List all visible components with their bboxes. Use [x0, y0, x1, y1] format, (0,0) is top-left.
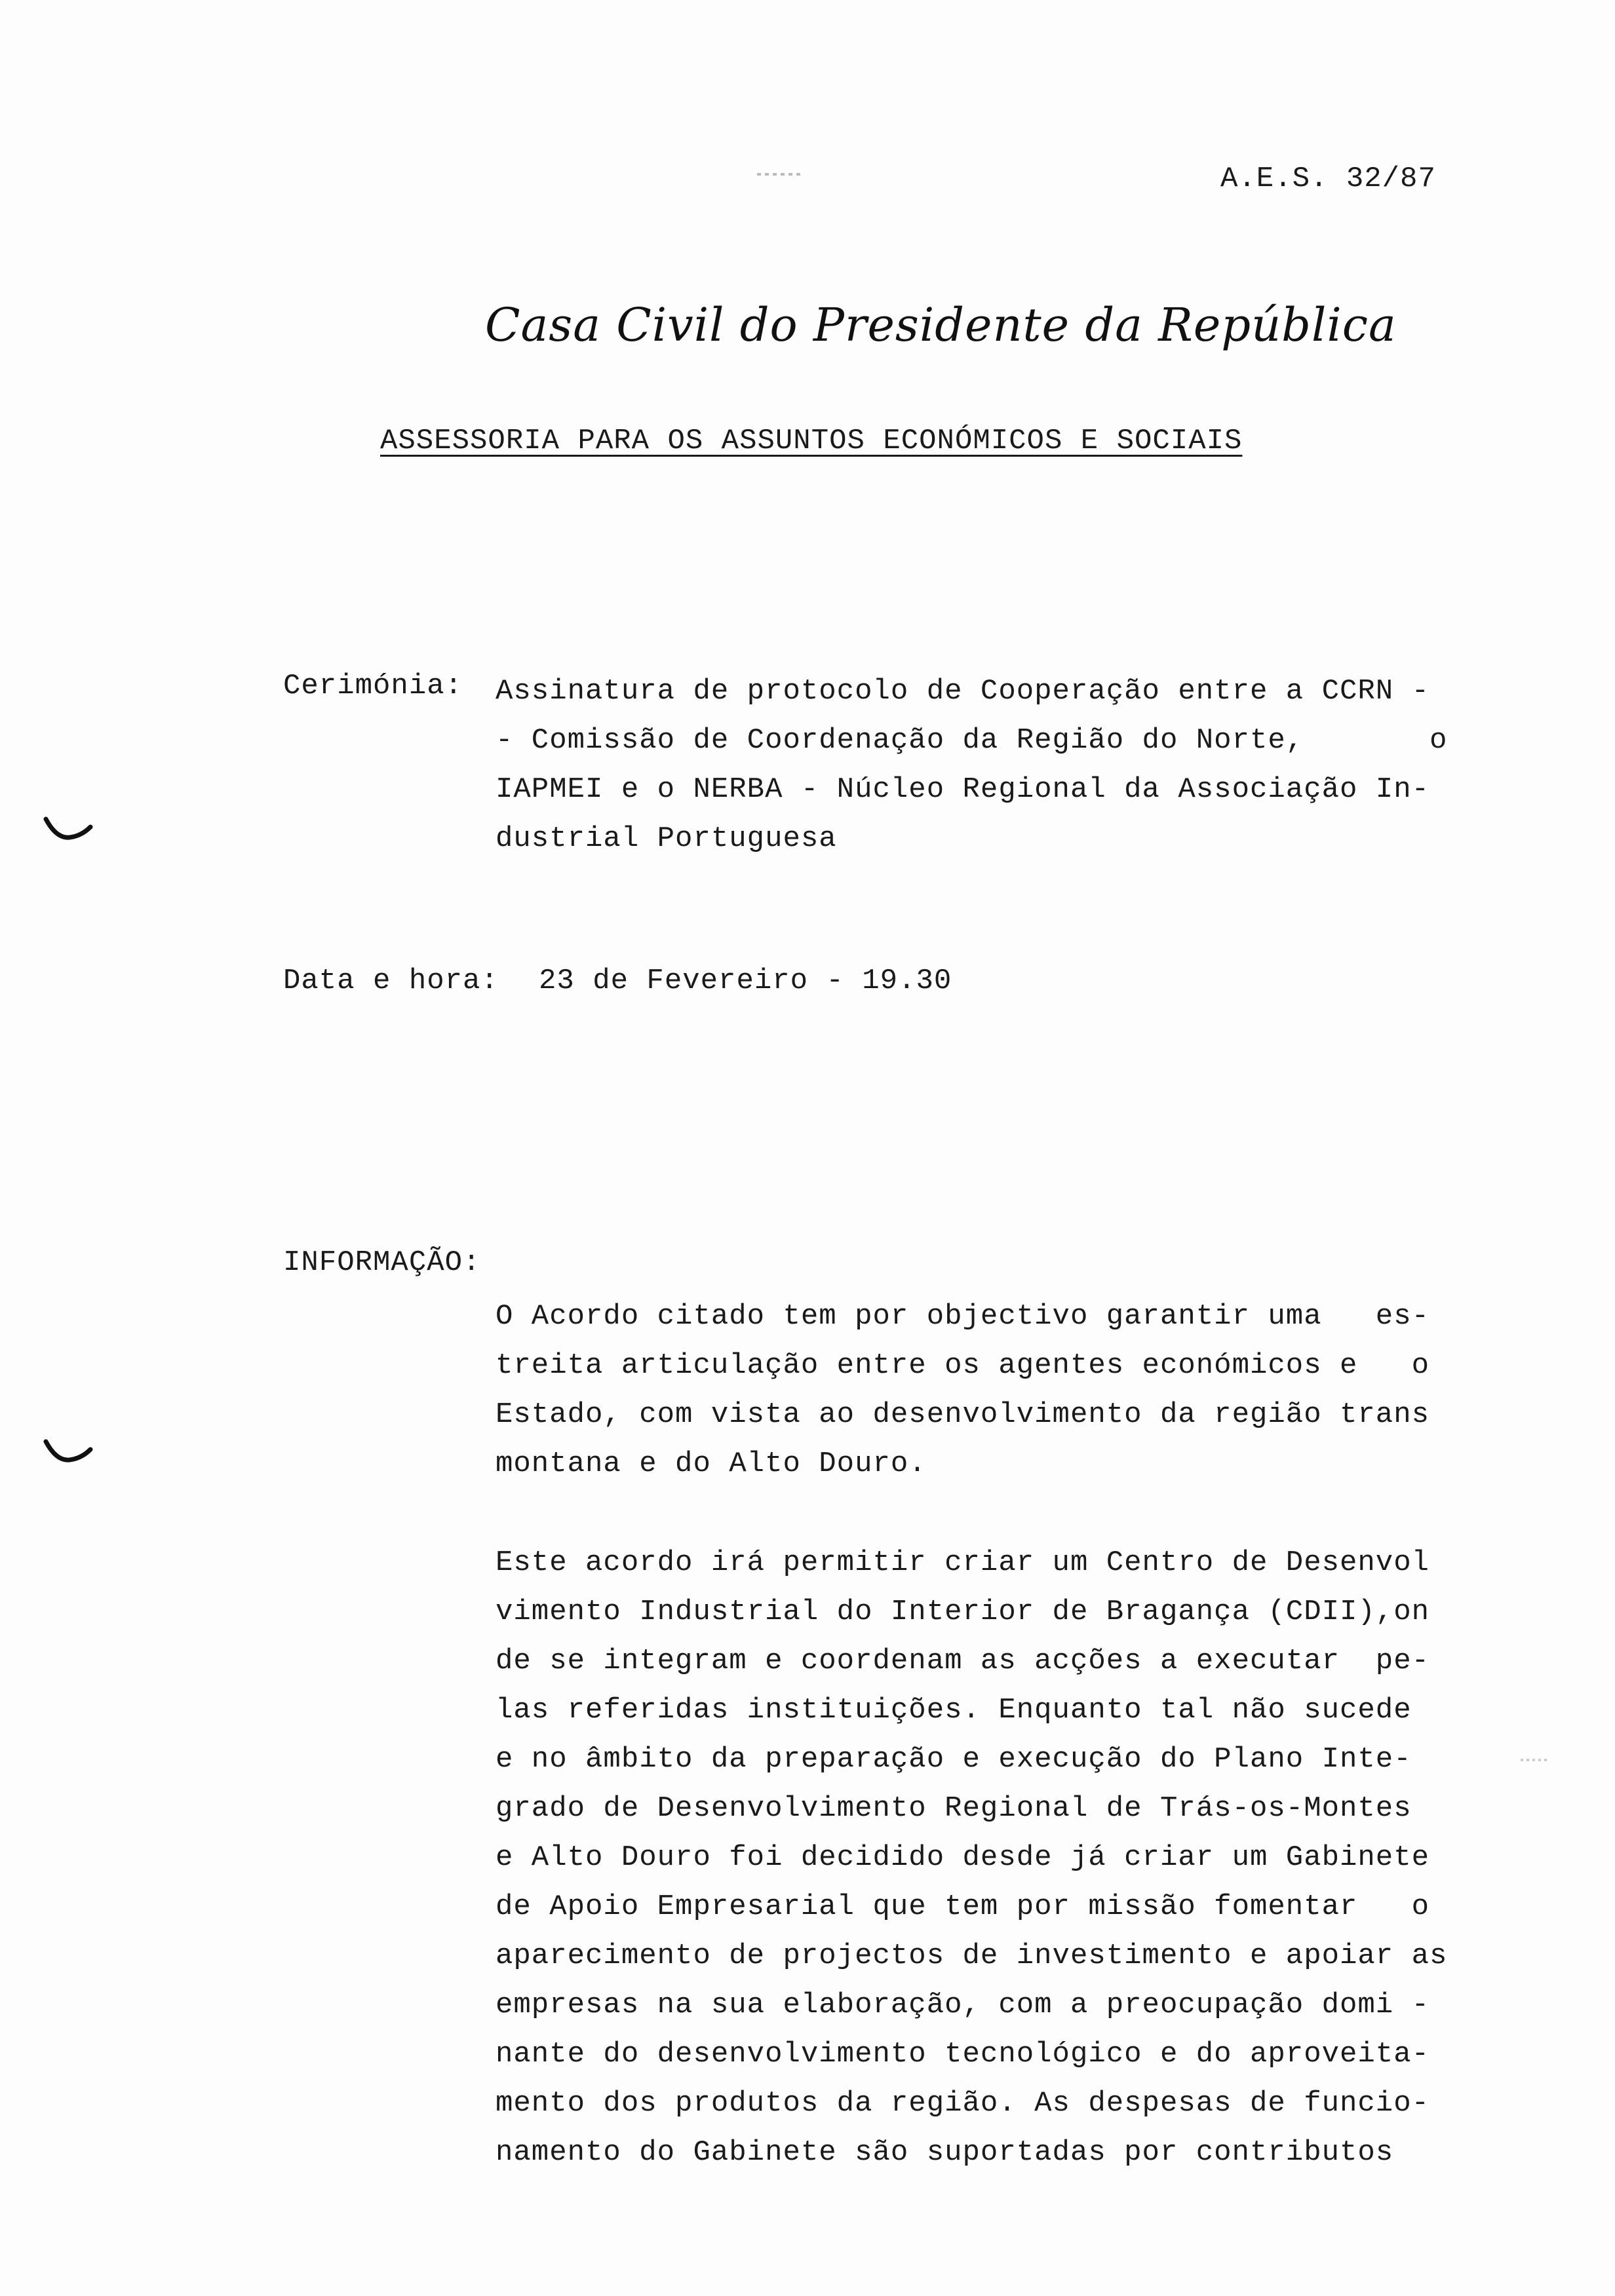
punch-mark-icon — [43, 816, 93, 843]
paragraph-line: e Alto Douro foi decidido desde já criar um Gabinete — [496, 1841, 1430, 1874]
paragraph-line: aparecimento de projectos de investimento e apoiar as — [496, 1940, 1448, 1972]
ceremony-label: Cerimónia: — [283, 670, 463, 702]
paragraph-line: mento dos produtos da região. As despesas de funcio- — [496, 2087, 1430, 2120]
paragraph-line: vimento Industrial do Interior de Bragança (CDII),on — [496, 1596, 1430, 1628]
letterhead-script: Casa Civil do Presidente da República — [485, 298, 1397, 352]
paragraph-line: nante do desenvolvimento tecnológico e do aproveita- — [496, 2038, 1430, 2071]
information-label: INFORMAÇÃO: — [283, 1246, 481, 1279]
scan-speck — [757, 173, 803, 176]
ceremony-description — [496, 667, 1551, 864]
document-reference: A.E.S. 32/87 — [1220, 163, 1436, 195]
paragraph-line: de Apoio Empresarial que tem por missão fomentar o — [496, 1890, 1430, 1923]
paragraph-line: e no âmbito da preparação e execução do Plano Inte- — [496, 1743, 1412, 1776]
ceremony-line: dustrial Portuguesa — [496, 822, 837, 855]
ceremony-line: Assinatura de protocolo de Cooperação entre a CCRN - — [496, 675, 1430, 708]
scan-speck — [1521, 1759, 1547, 1761]
paragraph-line: las referidas instituições. Enquanto tal não sucede — [496, 1694, 1412, 1727]
paragraph-line: empresas na sua elaboração, com a preocupação domi - — [496, 1989, 1430, 2021]
paragraph-line: treita articulação entre os agentes económicos e o — [496, 1349, 1430, 1382]
paragraph-line: O Acordo citado tem por objectivo garantir uma es- — [496, 1300, 1430, 1333]
date-time-label: Data e hora: — [283, 965, 499, 997]
information-paragraph-1 — [496, 1292, 1551, 1489]
paragraph-line: Estado, com vista ao desenvolvimento da região trans — [496, 1398, 1430, 1431]
ceremony-line: IAPMEI e o NERBA - Núcleo Regional da Associação In- — [496, 773, 1430, 806]
punch-mark-icon — [43, 1439, 93, 1465]
paragraph-line: Este acordo irá permitir criar um Centro de Desenvol — [496, 1546, 1430, 1579]
paragraph-line: de se integram e coordenam as acções a executar pe- — [496, 1645, 1430, 1677]
paragraph-line: grado de Desenvolvimento Regional de Trás-os-Montes — [496, 1792, 1412, 1825]
paragraph-line: montana e do Alto Douro. — [496, 1447, 927, 1480]
paragraph-line: namento do Gabinete são suportadas por contributos — [496, 2136, 1394, 2169]
date-time-value: 23 de Fevereiro - 19.30 — [539, 965, 952, 997]
department-heading: ASSESSORIA PARA OS ASSUNTOS ECONÓMICOS E SOCIAIS — [380, 425, 1243, 457]
information-paragraph-2 — [496, 1539, 1551, 2177]
ceremony-line: - Comissão de Coordenação da Região do Norte, o — [496, 724, 1448, 757]
